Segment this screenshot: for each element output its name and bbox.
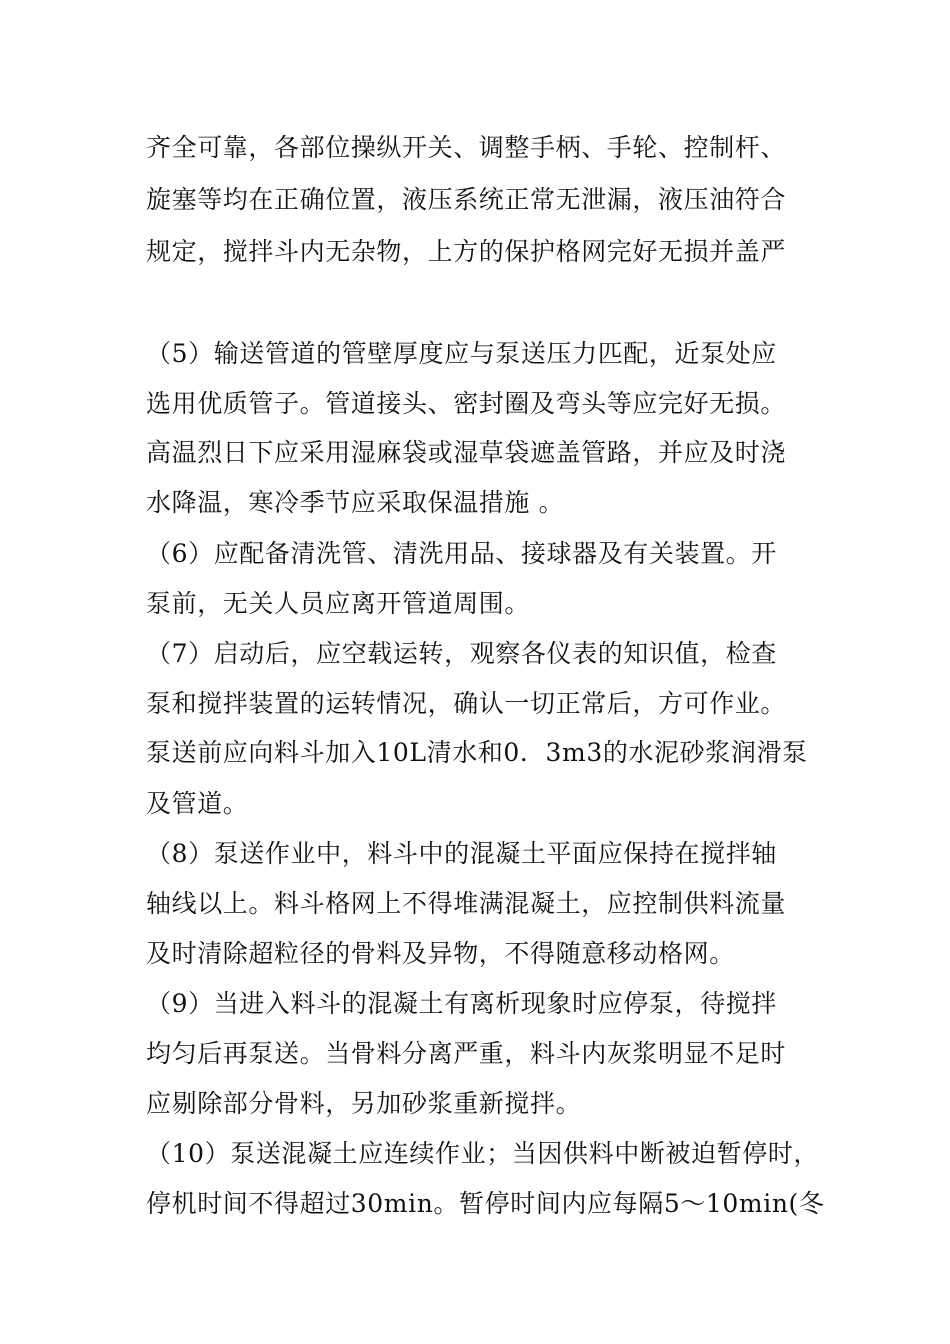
text-line: 停机时间不得超过30min。暂停时间内应每隔5～10min(冬	[146, 1189, 825, 1218]
text-line: 泵和搅拌装置的运转情况，确认一切正常后，方可作业。	[146, 689, 787, 718]
text-line: 规定，搅拌斗内无杂物，上方的保护格网完好无损并盖严	[146, 237, 787, 266]
text-line: 及时清除超粒径的骨料及异物，不得随意移动格网。	[146, 939, 735, 968]
text-line: 旋塞等均在正确位置，液压系统正常无泄漏，液压油符合	[146, 185, 787, 214]
text-line: 高温烈日下应采用湿麻袋或湿草袋遮盖管路，并应及时浇	[146, 438, 787, 467]
text-line: （9）当进入料斗的混凝土有离析现象时应停泵，待搅拌	[146, 989, 777, 1018]
text-line: 选用优质管子。管道接头、密封圈及弯头等应完好无损。	[146, 389, 787, 418]
text-line: （8）泵送作业中，料斗中的混凝土平面应保持在搅拌轴	[146, 839, 777, 868]
text-line: 泵前，无关人员应离开管道周围。	[146, 589, 531, 618]
text-line: （10）泵送混凝土应连续作业；当因供料中断被迫暂停时，	[146, 1139, 820, 1168]
text-line: 应剔除部分骨料，另加砂浆重新搅拌。	[146, 1089, 582, 1118]
text-line: （7）启动后，应空载运转，观察各仪表的知识值，检查	[146, 639, 777, 668]
text-line: （5）输送管道的管壁厚度应与泵送压力匹配，近泵处应	[146, 339, 777, 368]
text-line: 及管道。	[146, 789, 249, 818]
text-line: 轴线以上。料斗格网上不得堆满混凝土，应控制供料流量	[146, 889, 787, 918]
text-line: 齐全可靠，各部位操纵开关、调整手柄、手轮、控制杆、	[146, 133, 787, 162]
text-line: 均匀后再泵送。当骨料分离严重，料斗内灰浆明显不足时	[146, 1039, 787, 1068]
text-line: （6）应配备清洗管、清洗用品、接球器及有关装置。开	[146, 539, 777, 568]
text-line: 泵送前应向料斗加入10L清水和0．3m3的水泥砂浆润滑泵	[146, 738, 808, 767]
text-line: 水降温，寒冷季节应采取保温措施 。	[146, 488, 565, 517]
